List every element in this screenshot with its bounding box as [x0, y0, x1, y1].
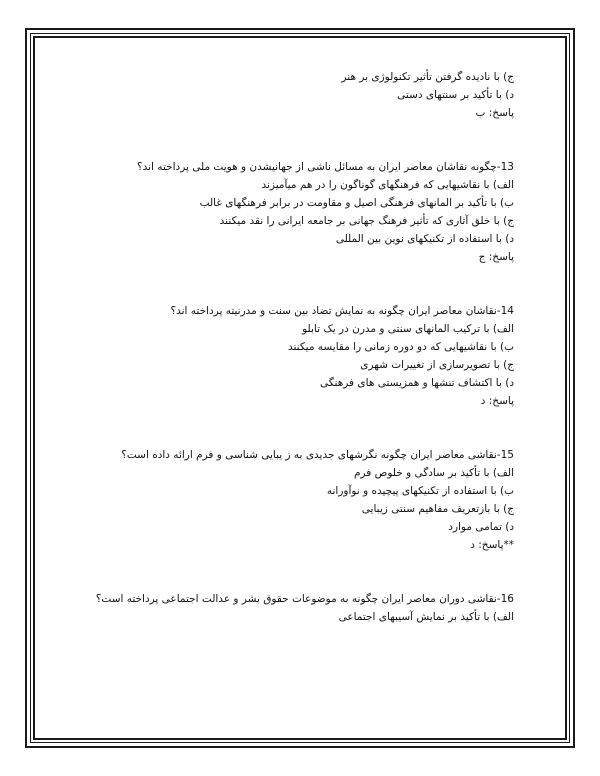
option-a: الف) با تأکید بر نمایش آسیبهای اجتماعی: [338, 611, 514, 623]
question-title: 15-نقاشی معاصر ایران چگونه نگرشهای جدیدی به ز یبایی شناسی و فرم ارائه داده است؟: [121, 449, 514, 461]
answer-line: **پاسخ: د: [470, 539, 514, 551]
option-a: الف) با ترکیب المانهای سنتی و مدرن در یک تابلو: [302, 323, 514, 335]
answer-line: پاسخ: ج: [478, 251, 514, 263]
option-c: ج) با نادیده گرفتن تأثیر تکنولوژی بر هنر: [341, 71, 514, 83]
option-d: د) با تأکید بر سنتهای دستی: [397, 89, 514, 101]
option-c: ج) با بازتعریف مفاهیم سنتی زیبایی: [361, 503, 514, 515]
question-title: 14-نقاشان معاصر ایران چگونه به نمایش تضاد بین سنت و مدرنیته پرداخته اند؟: [170, 305, 514, 317]
document-body: [80, 68, 514, 626]
option-a: الف) با تأکید بر سادگی و خلوص فرم: [354, 467, 514, 479]
option-d: د) با اکتشاف تنشها و همزیستی های فرهنگی: [320, 377, 514, 389]
option-b: ب) با نقاشیهایی که دو دوره زمانی را مقایسه میکنند: [288, 341, 514, 353]
question-12-fragment: [80, 68, 514, 122]
option-c: ج) با خلق آثاری که تأثیر فرهنگ جهانی بر جامعه ایرانی را نقد میکنند: [219, 215, 514, 227]
answer-line: پاسخ: د: [480, 395, 514, 407]
answer-line: پاسخ: ب: [475, 107, 514, 119]
question-15: [80, 446, 514, 554]
option-c: ج) با تصویرسازی از تغییرات شهری: [360, 359, 514, 371]
question-16: [80, 590, 514, 626]
option-d: د) تمامی موارد: [448, 521, 514, 533]
option-b: ب) با استفاده از تکنیکهای پیچیده و نوآورانه: [326, 485, 514, 497]
option-b: ب) با تأکید بر المانهای فرهنگی اصیل و مقاومت در برابر فرهنگهای غالب: [199, 197, 514, 209]
question-title: 13-چگونه نقاشان معاصر ایران به مسائل ناشی از جهانیشدن و هویت ملی پرداخته اند؟: [137, 161, 514, 173]
question-13: [80, 158, 514, 266]
question-title: 16-نقاشی دوران معاصر ایران چگونه به موضوعات حقوق بشر و عدالت اجتماعی پرداخته است؟: [95, 593, 514, 605]
option-a: الف) با نقاشیهایی که فرهنگهای گوناگون را در هم میآمیزند: [261, 179, 514, 191]
option-d: د) با استفاده از تکنیکهای نوین بین المللی: [335, 233, 514, 245]
question-14: [80, 302, 514, 410]
